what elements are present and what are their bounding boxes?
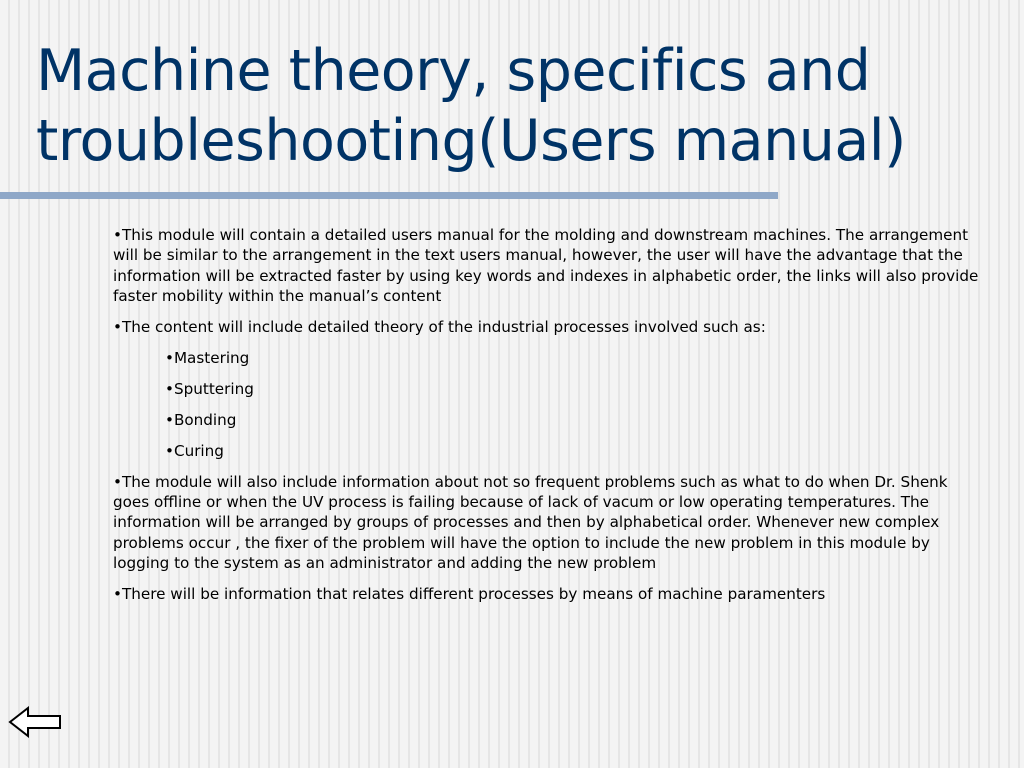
bullet-item: •The content will include detailed theory of the industrial processes involved such as:: [113, 318, 766, 337]
sub-bullet-item: •Bonding: [165, 410, 237, 429]
sub-bullet-item: •Mastering: [165, 349, 250, 368]
slide-body: [113, 225, 983, 615]
bullet-item: •There will be information that relates different processes by means of machine paramenters: [113, 585, 826, 604]
slide-title: Machine theory, specifics and troubleshooting(Users manual): [36, 38, 906, 174]
bullet-item: •The module will also include information about not so frequent problems such as what to do when Dr. Shenk goes offline or when the UV process is failing because of lack of vacum or low operating temperatures. The information will be arranged by groups of processes and then by alphabetical order. Whenever new complex problems occur , the fixer of the problem will have the option to include the new problem in this module by logging to the system as an administrator and adding the new problem: [113, 472, 948, 573]
bullet-item: •This module will contain a detailed users manual for the molding and downstream machines. The arrangement will be similar to the arrangement in the text users manual, however, the user will have the advantage that the information will be extracted faster by using key words and indexes in alphabetic order, the links will also provide faster mobility within the manual’s content: [113, 226, 979, 306]
title-divider: [0, 192, 778, 199]
back-button[interactable]: [8, 706, 62, 738]
sub-bullet-item: •Sputtering: [165, 379, 254, 398]
left-arrow-icon: [8, 706, 62, 738]
sub-bullet-item: •Curing: [165, 441, 224, 460]
